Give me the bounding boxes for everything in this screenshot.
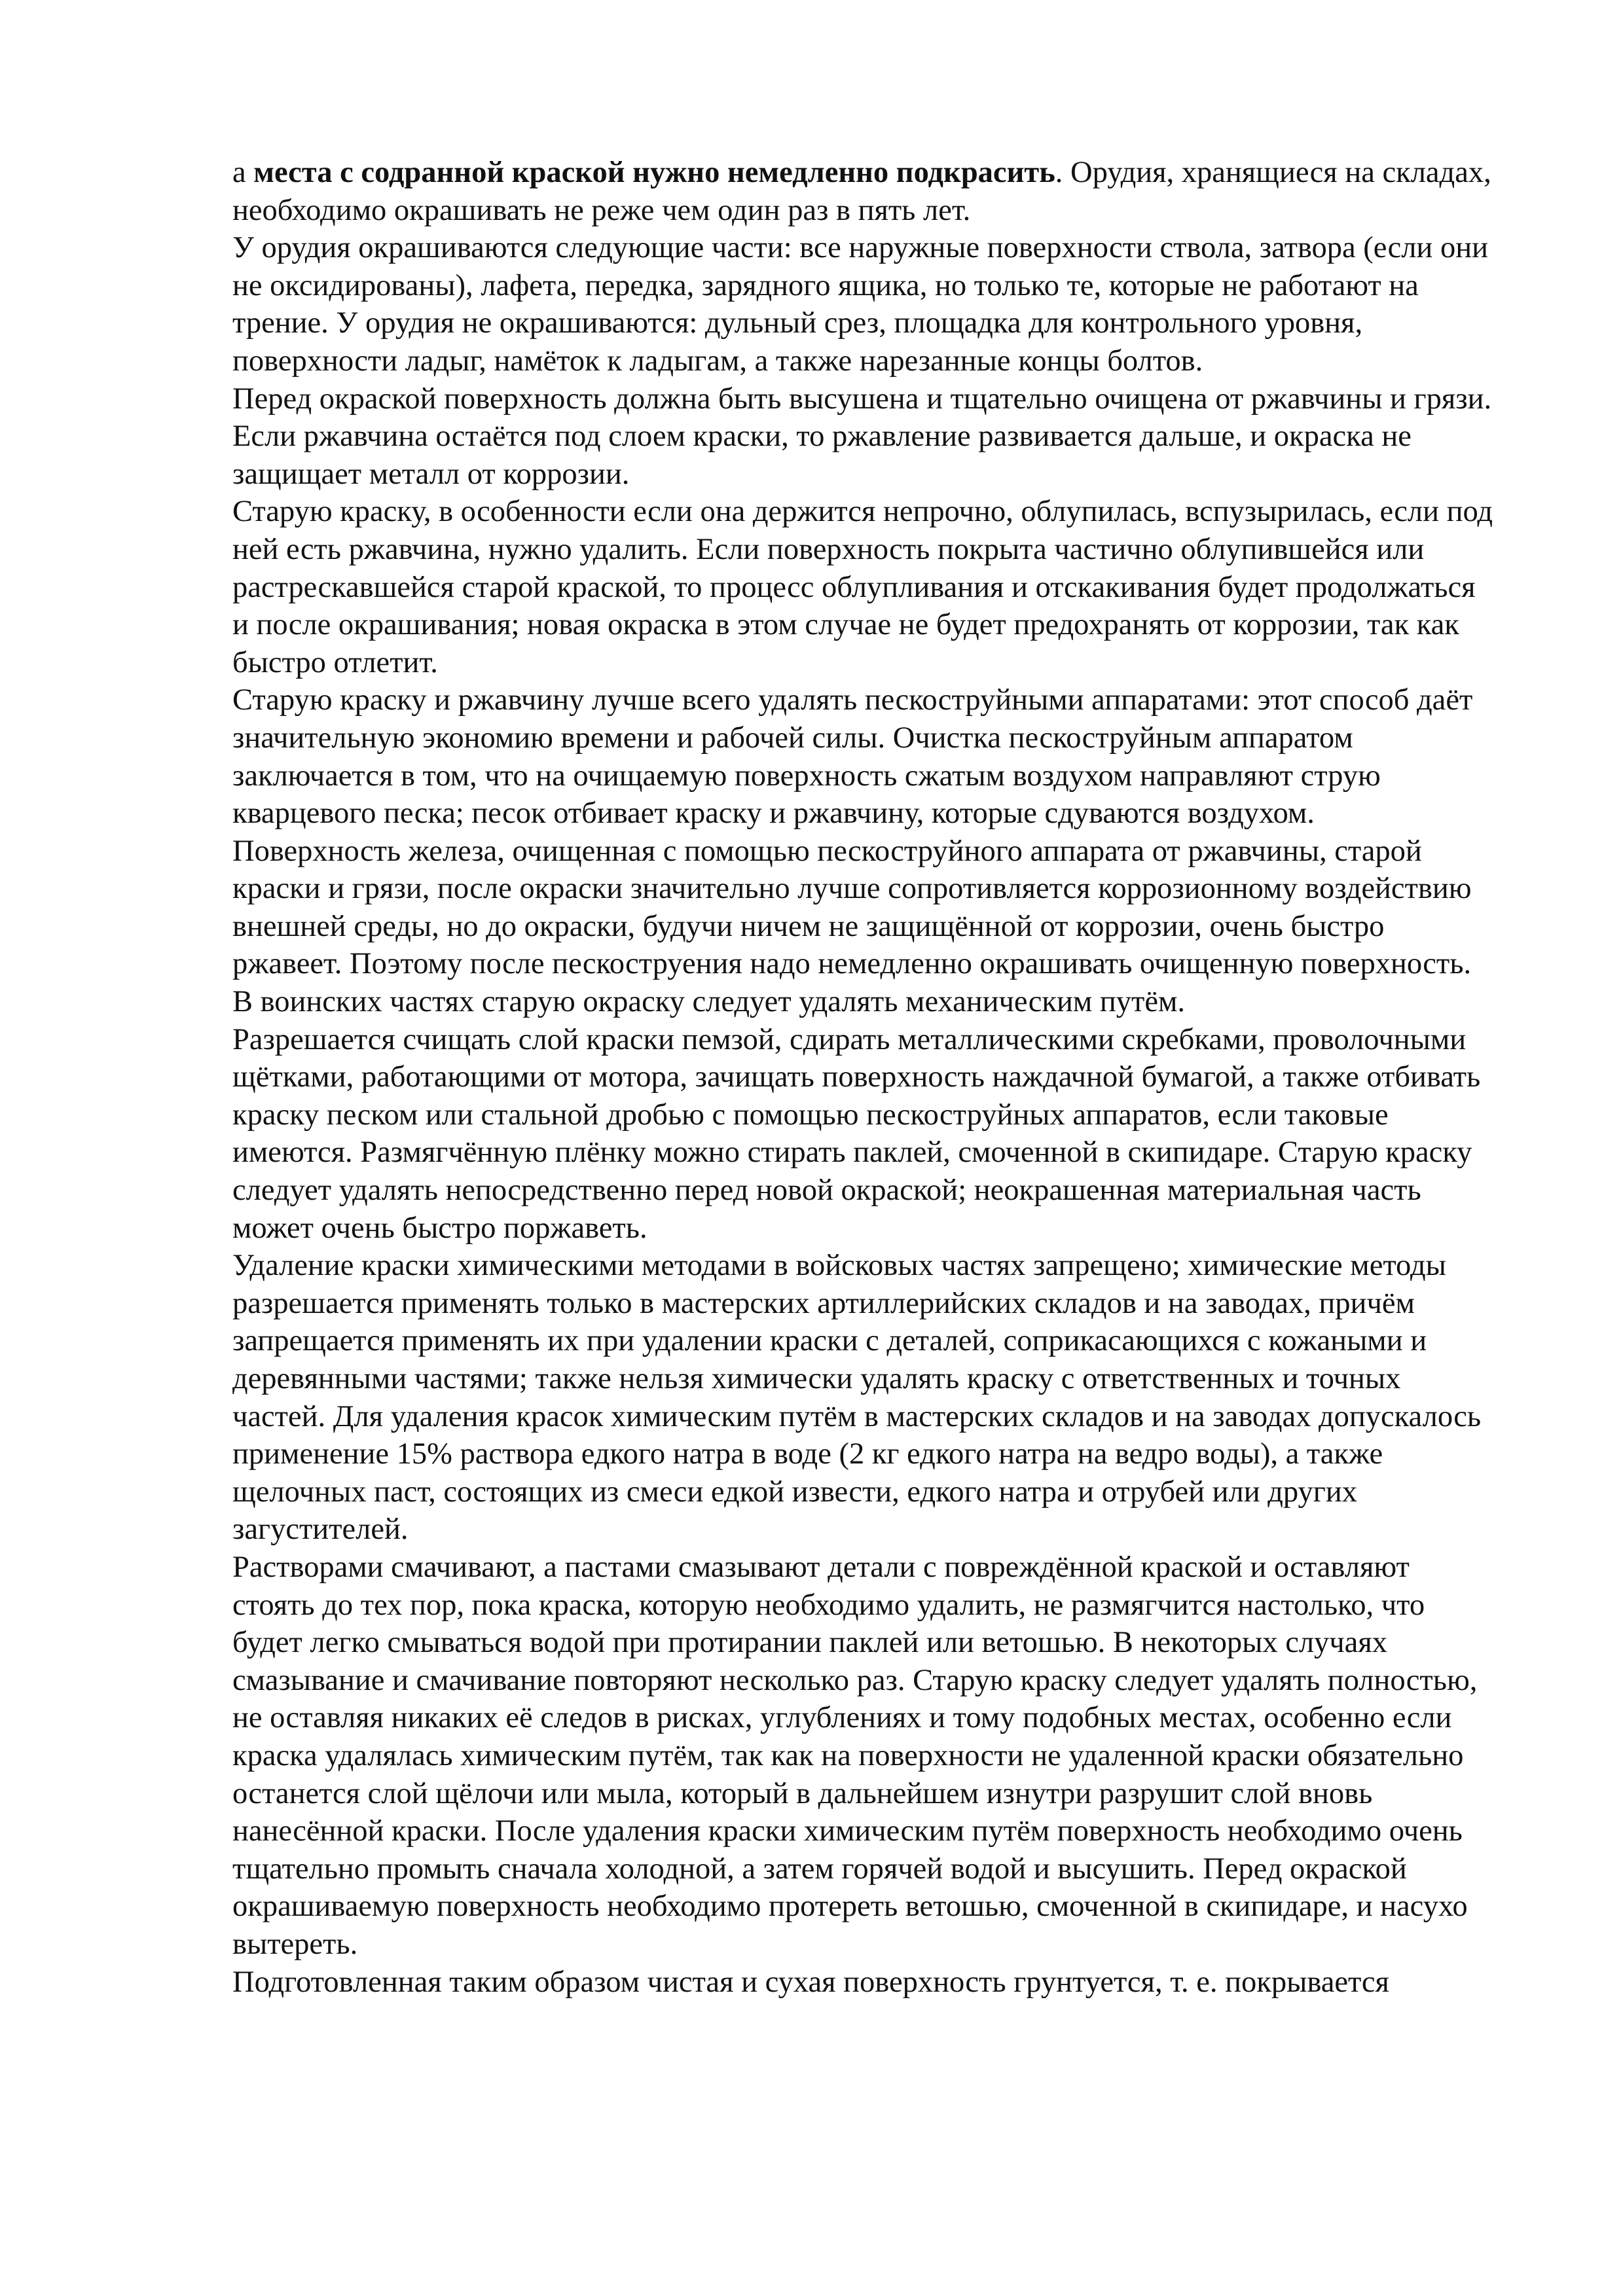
paragraph-7: Разрешается счищать слой краски пемзой, сдирать металлическими скребками, проволочными щётками, работающими от мотора, зачищать поверхность наждачной бумагой, а также отбивать краску песком или стальной дробью с помощью пескоструйных аппаратов, если таковые имеются. Размягчённую плёнку можно стирать паклей, смоченной в скипидаре. Старую краску следует удалять непосредственно перед новой окраской; неокрашенная материальная часть может очень быстро поржаветь. [232,1022,1481,1245]
paragraph-3: Перед окраской поверхность должна быть высушена и тщательно очищена от ржавчины и грязи. Если ржавчина остаётся под слоем краски, то ржавление развивается дальше, и окраска не защищает металл от коррозии. [232,382,1492,491]
paragraph-5: Старую краску и ржавчину лучше всего удалять пескоструйными аппаратами: этот способ даёт значительную экономию времени и рабочей силы. Очистка пескоструйным аппаратом заключается в том, что на очищаемую поверхность сжатым воздухом направляют струю кварцевого песка; песок отбивает краску и ржавчину, которые сдуваются воздухом. [232,683,1473,831]
paragraph-10: Подготовленная таким образом чистая и сухая поверхность грунтуется, т. е. покрывается [232,1965,1389,1999]
paragraph-1 [232,154,1496,229]
document-page [232,154,1496,2001]
paragraph-6: Поверхность железа, очищенная с помощью пескоструйного аппарата от ржавчины, старой краски и грязи, после окраски значительно лучше сопротивляется коррозионному воздействию внешней среды, но до окраски, будучи ничем не защищённой от коррозии, очень быстро ржавеет. Поэтому после пескоструения надо немедленно окрашивать очищенную поверхность. В воинских частях старую окраску следует удалять механическим путём. [232,834,1472,1019]
paragraph-8: Удаление краски химическими методами в войсковых частях запрещено; химические методы разрешается применять только в мастерских артиллерийских складов и на заводах, причём запрещается применять их при удалении краски с деталей, соприкасающихся с кожаными и деревянными частями; также нельзя химически удалять краску с ответственных и точных частей. Для удаления красок химическим путём в мастерских складов и на заводах допускалось применение 15% раствора едкого натра в воде (2 кг едкого натра на ведро воды), а также щелочных паст, состоящих из смеси едкой извести, едкого натра и отрубей или других загустителей. [232,1249,1482,1547]
paragraph-1-lead: а [232,156,254,189]
paragraph-9: Растворами смачивают, а пастами смазывают детали с повреждённой краской и оставляют стоять до тех пор, пока краска, которую необходимо удалить, не размягчится настолько, что будет легко смываться водой при протирании паклей или ветошью. В некоторых случаях смазывание и смачивание повторяют несколько раз. Старую краску следует удалять полностью, не оставляя никаких её следов в рисках, углублениях и тому подобных местах, особенно если краска удалялась химическим путём, так как на поверхности не удаленной краски обязательно останется слой щёлочи или мыла, который в дальнейшем изнутри разрушит слой вновь нанесённой краски. После удаления краски химическим путём поверхность необходимо очень тщательно промыть сначала холодной, а затем горячей водой и высушить. Перед окраской окрашиваемую поверхность необходимо протереть ветошью, смоченной в скипидаре, и насухо вытереть. [232,1550,1478,1961]
paragraph-1-rest: . Орудия, хранящиеся на складах, необходимо окрашивать не реже чем один раз в пять лет. [232,156,1491,227]
paragraph-2: У орудия окрашиваются следующие части: все наружные поверхности ствола, затвора (если они не оксидированы), лафета, передка, зарядного ящика, но только те, которые не работают на трение. У орудия не окрашиваются: дульный срез, площадка для контрольного уровня, поверхности ладыг, намёток к ладыгам, а также нарезанные концы болтов. [232,231,1488,378]
paragraph-4: Старую краску, в особенности если она держится непрочно, облупилась, вспузырилась, если под ней есть ржавчина, нужно удалить. Если поверхность покрыта частично облупившейся или растрескавшейся старой краской, то процесс облупливания и отскакивания будет продолжаться и после окрашивания; новая окраска в этом случае не будет предохранять от коррозии, так как быстро отлетит. [232,495,1493,679]
paragraph-1-bold: места с содранной краской нужно немедленно подкрасить [253,156,1055,189]
